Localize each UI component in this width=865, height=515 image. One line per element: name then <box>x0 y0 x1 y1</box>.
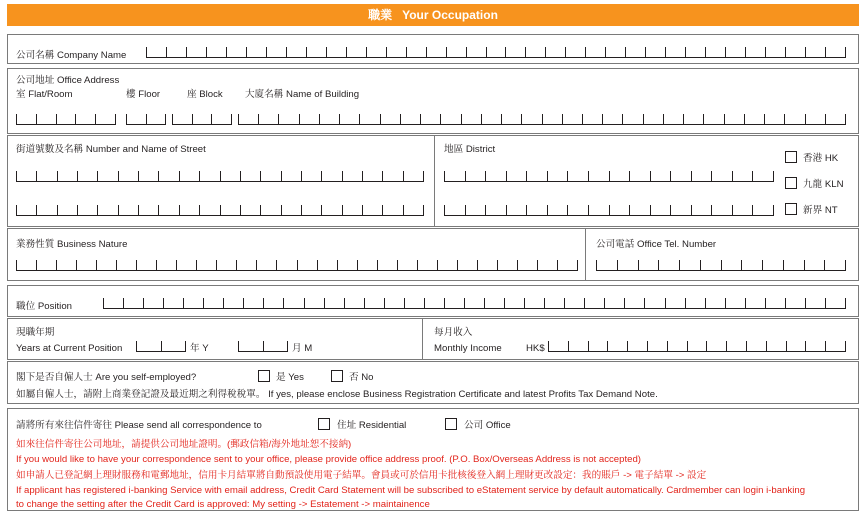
floor-input[interactable] <box>126 115 166 125</box>
business-nature-input[interactable] <box>16 261 578 271</box>
office-checkbox[interactable] <box>445 418 457 430</box>
company-name-label: 公司名稱 Company Name <box>16 50 127 61</box>
flat-input[interactable] <box>16 115 116 125</box>
correspondence-label: 請將所有來往信件寄往 Please send all correspondence to <box>16 420 262 431</box>
self-employed-question: 閣下是否自僱人士 Are you self-employed? <box>16 372 197 383</box>
estatement-note-en-2: to change the setting after the Credit Card is approved: My setting -> Estatement -> maintainence <box>16 499 430 510</box>
estatement-note-en-1: If applicant has registered i-banking Service with email address, Credit Card Statement will be subscribed to eStatement service by default automatically. Cardmember can login i-banking <box>16 485 806 496</box>
years-label-zh: 現職年期 <box>16 327 55 338</box>
district-hk-label: 香港 HK <box>803 153 839 164</box>
occupation-form <box>7 4 859 511</box>
district-label: 地區 District <box>444 144 496 155</box>
office-label: 公司 Office <box>464 420 511 431</box>
self-employed-section <box>7 361 859 404</box>
months-input[interactable] <box>238 342 288 352</box>
self-employed-yes-label: 是 Yes <box>276 372 304 383</box>
income-label-en: Monthly Income <box>434 343 502 354</box>
self-employed-no-label: 否 No <box>349 372 374 383</box>
district-input-line-2[interactable] <box>444 206 774 216</box>
district-nt-checkbox[interactable] <box>785 203 797 215</box>
section-header <box>7 4 859 26</box>
residential-label: 住址 Residential <box>337 420 407 431</box>
company-section <box>7 34 859 64</box>
income-currency-label: HK$ <box>526 343 545 354</box>
years-income-section <box>7 318 859 360</box>
district-kln-checkbox[interactable] <box>785 177 797 189</box>
monthly-income-input[interactable] <box>548 342 846 352</box>
position-label: 職位 Position <box>16 301 72 312</box>
position-input[interactable] <box>103 299 846 309</box>
business-section <box>7 228 859 281</box>
self-employed-yes-checkbox[interactable] <box>258 370 270 382</box>
years-input[interactable] <box>136 342 186 352</box>
district-input-line-1[interactable] <box>444 172 774 182</box>
district-hk-checkbox[interactable] <box>785 151 797 163</box>
address-section <box>7 68 859 134</box>
position-section <box>7 285 859 317</box>
street-district-divider <box>434 136 435 226</box>
header-title-en: Your Occupation <box>402 8 498 22</box>
self-employed-note: 如屬自僱人士，請附上商業登記證及最近期之利得稅稅單。 If yes, please enclose Business Registration Certificate and latest Profits Tax Demand Note. <box>16 389 658 400</box>
street-label: 街道號數及名稱 Number and Name of Street <box>16 144 206 155</box>
floor-label: 樓 Floor <box>126 89 161 100</box>
office-tel-input[interactable] <box>596 261 846 271</box>
office-tel-label: 公司電話 Office Tel. Number <box>596 239 717 250</box>
office-proof-note-zh: 如來往信件寄往公司地址，請提供公司地址證明。(郵政信箱/海外地址恕不接納) <box>16 439 352 450</box>
district-kln-label: 九龍 KLN <box>803 179 844 190</box>
self-employed-no-checkbox[interactable] <box>331 370 343 382</box>
years-income-divider <box>422 319 423 359</box>
business-nature-label: 業務性質 Business Nature <box>16 239 128 250</box>
building-label: 大廈名稱 Name of Building <box>245 89 360 100</box>
header-title-zh: 職業 <box>368 8 393 22</box>
street-input-line-1[interactable] <box>16 172 424 182</box>
estatement-note-zh: 如申請人已登記網上理財服務和電郵地址，信用卡月結單將自動預設使用電子結單。會員或可於信用卡批核後登入網上理財更改設定：我的賬戶 -> 電子結單 -> 設定 <box>16 470 707 481</box>
office-address-label: 公司地址 Office Address <box>16 75 120 86</box>
flat-label: 室 Flat/Room <box>16 89 73 100</box>
district-nt-label: 新界 NT <box>803 205 838 216</box>
company-name-input[interactable] <box>146 48 846 58</box>
building-input[interactable] <box>238 115 846 125</box>
street-district-section <box>7 135 859 227</box>
residential-checkbox[interactable] <box>318 418 330 430</box>
block-input[interactable] <box>172 115 232 125</box>
office-proof-note-en: If you would like to have your correspondence sent to your office, please provide office address proof. (P.O. Box/Overseas Address is not accepted) <box>16 454 642 465</box>
month-unit-label: 月 M <box>292 343 313 354</box>
years-label-en: Years at Current Position <box>16 343 123 354</box>
block-label: 座 Block <box>187 89 223 100</box>
street-input-line-2[interactable] <box>16 206 424 216</box>
year-unit-label: 年 Y <box>190 343 209 354</box>
income-label-zh: 每月收入 <box>434 327 473 338</box>
correspondence-section <box>7 408 859 511</box>
business-tel-divider <box>585 229 586 280</box>
